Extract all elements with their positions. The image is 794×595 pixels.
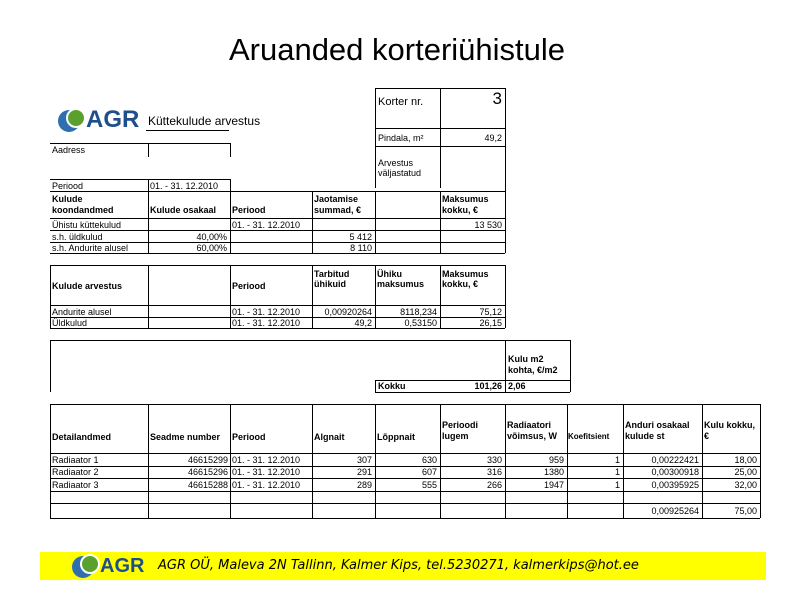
arvestus-row-uhiku: 0,53150 (404, 318, 437, 328)
detail-header-seade: Seadme number (150, 432, 221, 442)
arvestus-row-uhiku: 8118,234 (400, 307, 437, 317)
arvestus-header-maksumus-2: kokku, € (442, 279, 479, 289)
detail-row-kulu: 25,00 (734, 467, 757, 477)
arvestus-header-uhiku-1: Ühiku (377, 269, 403, 279)
detail-row-loppnait: 630 (421, 455, 437, 465)
arvestus-row-periood: 01. - 31. 12.2010 (232, 307, 301, 317)
korter-value: 3 (492, 89, 502, 108)
detail-header-label: Detailandmed (52, 432, 112, 442)
detail-row-periood: 01. - 31. 12.2010 (232, 480, 301, 490)
detail-header-koefitsient: Koefitsient (568, 432, 610, 441)
footer-bar (40, 552, 766, 580)
detail-row-periood: 01. - 31. 12.2010 (232, 455, 301, 465)
koond-row-label: s.h. üldkulud (52, 232, 103, 242)
detail-header-vool-2: võimsus, W (507, 431, 558, 441)
kulu-m2-label-1: Kulu m2 (508, 354, 544, 364)
detail-header-kulu-1: Kulu kokku, (704, 420, 756, 430)
detail-row-lugem: 316 (486, 467, 502, 477)
koond-row-label: s.h. Andurite alusel (52, 243, 129, 253)
aadress-label: Aadress (52, 145, 86, 155)
detail-row-algnait: 307 (356, 455, 372, 465)
arvestus-header-tarbitud-2: ühikuid (314, 279, 346, 289)
koond-row-jaotamise: 5 412 (349, 232, 372, 242)
detail-row-seade: 46615299 (187, 455, 228, 465)
detail-row-kulu: 18,00 (734, 455, 757, 465)
koond-header-label-1: Kulude (52, 194, 83, 204)
periood-label: Periood (52, 181, 84, 191)
arvestus-row-maksumus: 26,15 (479, 318, 502, 328)
arvestus-row-tarbitud: 0,00920264 (324, 307, 372, 317)
report-sheet (50, 88, 762, 520)
detail-row-label: Radiaator 1 (52, 455, 99, 465)
arvestus-header-tarbitud-1: Tarbitud (314, 269, 350, 279)
detail-row-vool: 1947 (543, 480, 564, 490)
detail-header-loppnait: Lõppnait (377, 432, 415, 442)
koond-row-osakaal: 60,00% (196, 243, 227, 253)
koond-row-label: Ühistu küttekulud (52, 220, 122, 230)
arvestus-header-uhiku-2: maksumus (377, 279, 425, 289)
detail-row-loppnait: 555 (421, 480, 437, 490)
arvestus-header-maksumus-1: Maksumus (442, 269, 489, 279)
koond-header-maksumus-2: kokku, € (442, 205, 479, 215)
agr-logo (58, 106, 139, 134)
detail-row-loppnait: 607 (421, 467, 437, 477)
detail-header-algnait: Algnait (314, 432, 345, 442)
footer-logo-text: AGR (100, 554, 145, 577)
arvestus-row-tarbitud: 49,2 (354, 318, 372, 328)
detail-header-kulu-2: € (704, 431, 710, 441)
koond-header-maksumus-1: Maksumus (442, 194, 489, 204)
korter-label: Korter nr. (378, 96, 424, 108)
detail-row-label: Radiaator 2 (52, 467, 99, 477)
agr-logo-icon (58, 108, 84, 132)
detail-row-vool: 959 (548, 455, 564, 465)
detail-row-algnait: 291 (356, 467, 372, 477)
agr-logo-icon (72, 554, 98, 578)
detail-row-seade: 46615296 (187, 467, 228, 477)
detail-total-kulu: 75,00 (734, 506, 757, 516)
slide-title: Aruanded korteriühistule (228, 32, 566, 67)
koond-row-periood: 01. - 31. 12.2010 (232, 220, 301, 230)
pindala-value: 49,2 (484, 133, 502, 143)
koond-header-label-2: koondandmed (52, 205, 114, 215)
footer-agr-logo (72, 554, 144, 578)
arvestus-row-label: Üldkulud (52, 318, 88, 328)
arvestus-row-maksumus: 75,12 (479, 307, 502, 317)
periood-value: 01. - 31. 12.2010 (150, 181, 219, 191)
koond-row-jaotamise: 8 110 (350, 243, 372, 253)
detail-row-vool: 1380 (543, 467, 564, 477)
detail-header-andur-2: kulude st (625, 431, 665, 441)
detail-row-andur: 0,00300918 (651, 467, 699, 477)
report-title: Küttekulude arvestus (148, 114, 261, 128)
koond-header-osakaal: Kulude osakaal (150, 205, 217, 215)
arvestus-label-1: Arvestus (378, 158, 414, 168)
koond-header-jaotamise-1: Jaotamise (314, 194, 359, 204)
detail-header-lugem-2: lugem (442, 431, 469, 441)
kulu-m2-label-2: kohta, €/m2 (508, 365, 558, 375)
kokku-value: 101,26 (474, 381, 502, 391)
detail-row-lugem: 266 (486, 480, 502, 490)
detail-header-periood: Periood (232, 432, 266, 442)
detail-row-algnait: 289 (356, 480, 372, 490)
detail-header-lugem-1: Perioodi (442, 420, 479, 430)
detail-row-seade: 46615288 (187, 480, 228, 490)
kokku-m2-value: 2,06 (508, 381, 526, 391)
agr-logo-text: AGR (86, 106, 140, 133)
detail-row-lugem: 330 (486, 455, 502, 465)
detail-row-label: Radiaator 3 (52, 480, 99, 490)
pindala-label: Pindala, m² (378, 133, 424, 143)
detail-row-andur: 0,00222421 (651, 455, 699, 465)
arvestus-row-label: Andurite alusel (52, 307, 112, 317)
arvestus-label-2: väljastatud (378, 168, 422, 178)
arvestus-header-periood: Periood (232, 281, 266, 291)
detail-header-vool-1: Radiaatori (507, 420, 552, 430)
detail-row-koef: 1 (614, 480, 620, 490)
detail-row-koef: 1 (614, 467, 620, 477)
arvestus-header-label: Kulude arvestus (52, 281, 123, 291)
koond-row-osakaal: 40,00% (196, 232, 227, 242)
detail-header-andur-1: Anduri osakaal (625, 420, 690, 430)
koond-header-periood: Periood (232, 205, 266, 215)
koond-header-jaotamise-2: summad, € (314, 205, 362, 215)
kokku-label: Kokku (378, 381, 406, 391)
detail-row-koef: 1 (614, 455, 620, 465)
detail-total-andur: 0,00925264 (651, 506, 699, 516)
detail-row-kulu: 32,00 (734, 480, 757, 490)
koond-row-maksumus: 13 530 (474, 220, 502, 230)
detail-row-andur: 0,00395925 (651, 480, 699, 490)
footer-contact-text: AGR OÜ, Maleva 2N Tallinn, Kalmer Kips, tel.5230271, kalmerkips@hot.ee (158, 558, 639, 573)
arvestus-row-periood: 01. - 31. 12.2010 (232, 318, 301, 328)
detail-row-periood: 01. - 31. 12.2010 (232, 467, 301, 477)
